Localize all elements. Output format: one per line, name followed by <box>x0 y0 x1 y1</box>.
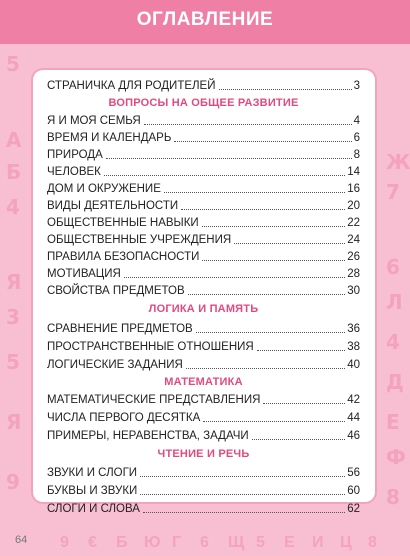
toc-entry-parents-page[interactable]: СТРАНИЧКА ДЛЯ РОДИТЕЛЕЙ 3 <box>47 80 360 92</box>
toc-entry[interactable]: СРАВНЕНИЕ ПРЕДМЕТОВ 36 <box>47 323 360 335</box>
toc-entry[interactable]: МОТИВАЦИЯ 28 <box>47 268 360 280</box>
toc-entry[interactable]: ПРАВИЛА БЕЗОПАСНОСТИ 26 <box>47 251 360 263</box>
deco-letter: Е <box>284 534 295 551</box>
toc-entry[interactable]: ЛОГИЧЕСКИЕ ЗАДАНИЯ 40 <box>47 359 360 371</box>
toc-entry[interactable]: Я И МОЯ СЕМЬЯ 4 <box>47 115 360 127</box>
toc-entry[interactable]: ОБЩЕСТВЕННЫЕ НАВЫКИ 22 <box>47 217 360 229</box>
page-number: 64 <box>15 534 28 546</box>
section-title-logic-memory: ЛОГИКА И ПАМЯТЬ <box>148 303 259 315</box>
deco-letter: И <box>312 534 324 551</box>
toc-entry[interactable]: БУКВЫ И ЗВУКИ 60 <box>47 485 360 497</box>
toc-entry[interactable]: ВРЕМЯ И КАЛЕНДАРЬ 6 <box>47 132 360 144</box>
deco-letter: Б <box>116 534 128 551</box>
deco-letter: Г <box>172 534 182 551</box>
deco-letter: 9 <box>60 534 69 551</box>
deco-letter: 5 <box>6 52 20 76</box>
deco-letter: Е <box>386 410 400 434</box>
deco-letter: 3 <box>6 305 20 329</box>
deco-letter: А <box>6 128 22 152</box>
deco-letter: 8 <box>368 534 377 551</box>
deco-letter: 5 <box>256 534 265 551</box>
section-title-reading-speech: ЧТЕНИЕ И РЕЧЬ <box>157 448 250 460</box>
toc-entry[interactable]: ОБЩЕСТВЕННЫЕ УЧРЕЖДЕНИЯ 24 <box>47 234 360 246</box>
deco-letter: 4 <box>6 195 20 219</box>
toc-entry[interactable]: ПРИРОДА 8 <box>47 149 360 161</box>
page-title: ОГЛАВЛЕНИЕ <box>136 9 274 30</box>
deco-letter: 4 <box>386 330 400 354</box>
deco-letter: Щ <box>228 534 245 551</box>
section-title-general-development: ВОПРОСЫ НА ОБЩЕЕ РАЗВИТИЕ <box>108 97 299 109</box>
section-title-math: МАТЕМАТИКА <box>164 376 243 388</box>
deco-letter: Ф <box>386 445 406 469</box>
deco-letter: Л <box>386 290 403 314</box>
deco-letter: € <box>88 534 97 551</box>
toc-entry[interactable]: СЛОГИ И СЛОВА 62 <box>47 503 360 515</box>
deco-letter: 6 <box>386 255 400 279</box>
toc-entry[interactable]: СВОЙСТВА ПРЕДМЕТОВ 30 <box>47 285 360 297</box>
deco-letter: 7 <box>386 180 400 204</box>
toc-entry[interactable]: ПРИМЕРЫ, НЕРАВЕНСТВА, ЗАДАЧИ 46 <box>47 430 360 442</box>
deco-letter: Я <box>6 270 22 294</box>
deco-letter: 9 <box>6 470 20 494</box>
toc-entry[interactable]: ВИДЫ ДЕЯТЕЛЬНОСТИ 20 <box>47 200 360 212</box>
toc-entry[interactable]: ПРОСТРАНСТВЕННЫЕ ОТНОШЕНИЯ 38 <box>47 341 360 353</box>
deco-letter: Ю <box>144 534 161 551</box>
deco-letter: 8 <box>386 485 400 509</box>
deco-letter: Б <box>6 160 22 184</box>
deco-letter: 6 <box>200 534 209 551</box>
toc-entry[interactable]: ЧЕЛОВЕК 14 <box>47 166 360 178</box>
toc-entry[interactable]: МАТЕМАТИЧЕСКИЕ ПРЕДСТАВЛЕНИЯ 42 <box>47 394 360 406</box>
toc-entry[interactable]: ЗВУКИ И СЛОГИ 56 <box>47 467 360 479</box>
toc-entry[interactable]: ЧИСЛА ПЕРВОГО ДЕСЯТКА 44 <box>47 412 360 424</box>
toc-entry[interactable]: ДОМ И ОКРУЖЕНИЕ 16 <box>47 183 360 195</box>
deco-letter: Ц <box>340 534 352 551</box>
deco-letter: Д <box>386 370 404 394</box>
deco-letter: 5 <box>6 350 20 374</box>
deco-letter: Ж <box>386 150 410 174</box>
deco-letter: Я <box>6 410 22 434</box>
